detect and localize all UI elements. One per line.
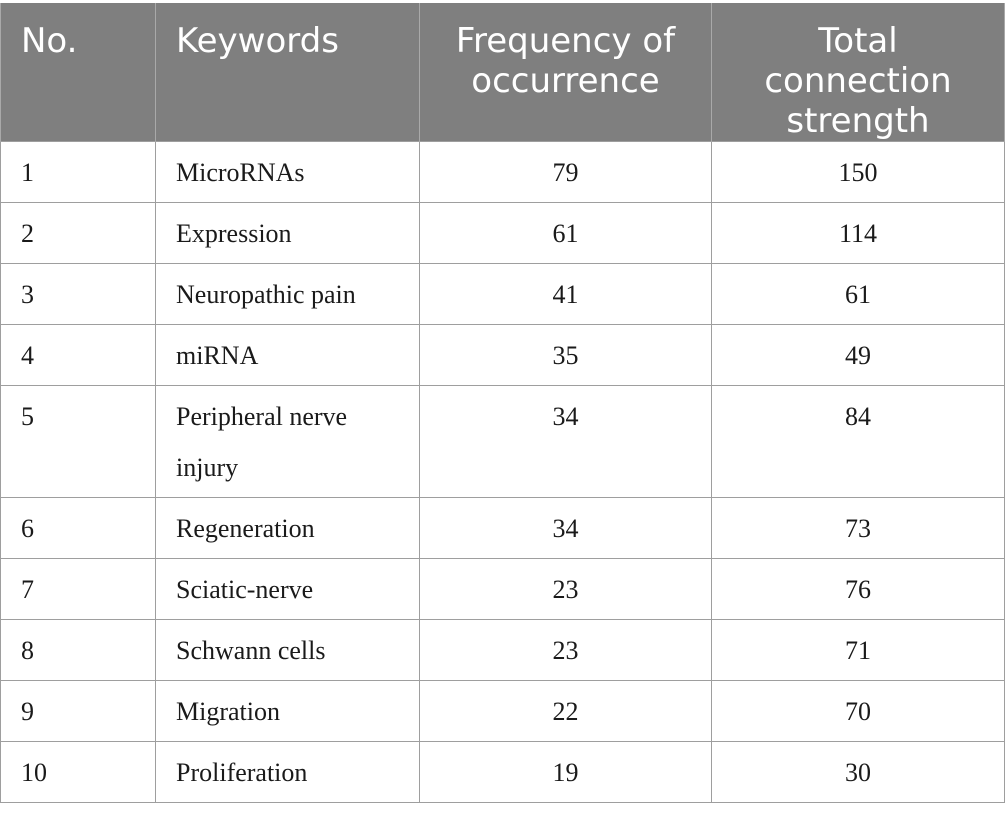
cell-frequency: 34 (420, 386, 712, 498)
header-row (1, 3, 1005, 142)
table-row (1, 559, 1005, 620)
cell-no: 10 (1, 742, 156, 803)
cell-no: 8 (1, 620, 156, 681)
table-row (1, 325, 1005, 386)
header-frequency: Frequency of occurrence (420, 3, 712, 142)
table-row (1, 203, 1005, 264)
table-row (1, 264, 1005, 325)
cell-keyword: miRNA (156, 325, 420, 386)
cell-frequency: 34 (420, 498, 712, 559)
table-row (1, 386, 1005, 498)
cell-strength: 70 (712, 681, 1005, 742)
cell-frequency: 22 (420, 681, 712, 742)
table-row (1, 742, 1005, 803)
header-no: No. (1, 3, 156, 142)
cell-frequency: 35 (420, 325, 712, 386)
table-row (1, 498, 1005, 559)
cell-keyword: Regeneration (156, 498, 420, 559)
cell-no: 9 (1, 681, 156, 742)
cell-no: 2 (1, 203, 156, 264)
cell-strength: 30 (712, 742, 1005, 803)
cell-strength: 114 (712, 203, 1005, 264)
cell-keyword: Peripheral nerve injury (156, 386, 420, 498)
cell-keyword: Neuropathic pain (156, 264, 420, 325)
table-header (1, 3, 1005, 142)
cell-keyword: Migration (156, 681, 420, 742)
cell-no: 3 (1, 264, 156, 325)
cell-strength: 49 (712, 325, 1005, 386)
cell-no: 6 (1, 498, 156, 559)
table-row (1, 620, 1005, 681)
cell-no: 5 (1, 386, 156, 498)
cell-strength: 84 (712, 386, 1005, 498)
cell-strength: 150 (712, 142, 1005, 203)
cell-frequency: 79 (420, 142, 712, 203)
cell-frequency: 23 (420, 559, 712, 620)
cell-keyword: Proliferation (156, 742, 420, 803)
cell-frequency: 41 (420, 264, 712, 325)
cell-frequency: 23 (420, 620, 712, 681)
cell-frequency: 61 (420, 203, 712, 264)
table-row (1, 142, 1005, 203)
table-body (1, 142, 1005, 803)
cell-strength: 71 (712, 620, 1005, 681)
cell-strength: 73 (712, 498, 1005, 559)
cell-frequency: 19 (420, 742, 712, 803)
keywords-table (0, 3, 1005, 803)
table-row (1, 681, 1005, 742)
header-strength: Total connection strength (712, 3, 1005, 142)
cell-strength: 61 (712, 264, 1005, 325)
cell-keyword: Expression (156, 203, 420, 264)
cell-no: 1 (1, 142, 156, 203)
cell-keyword: Sciatic-nerve (156, 559, 420, 620)
header-keywords: Keywords (156, 3, 420, 142)
cell-no: 4 (1, 325, 156, 386)
cell-keyword: Schwann cells (156, 620, 420, 681)
cell-strength: 76 (712, 559, 1005, 620)
cell-keyword: MicroRNAs (156, 142, 420, 203)
cell-no: 7 (1, 559, 156, 620)
